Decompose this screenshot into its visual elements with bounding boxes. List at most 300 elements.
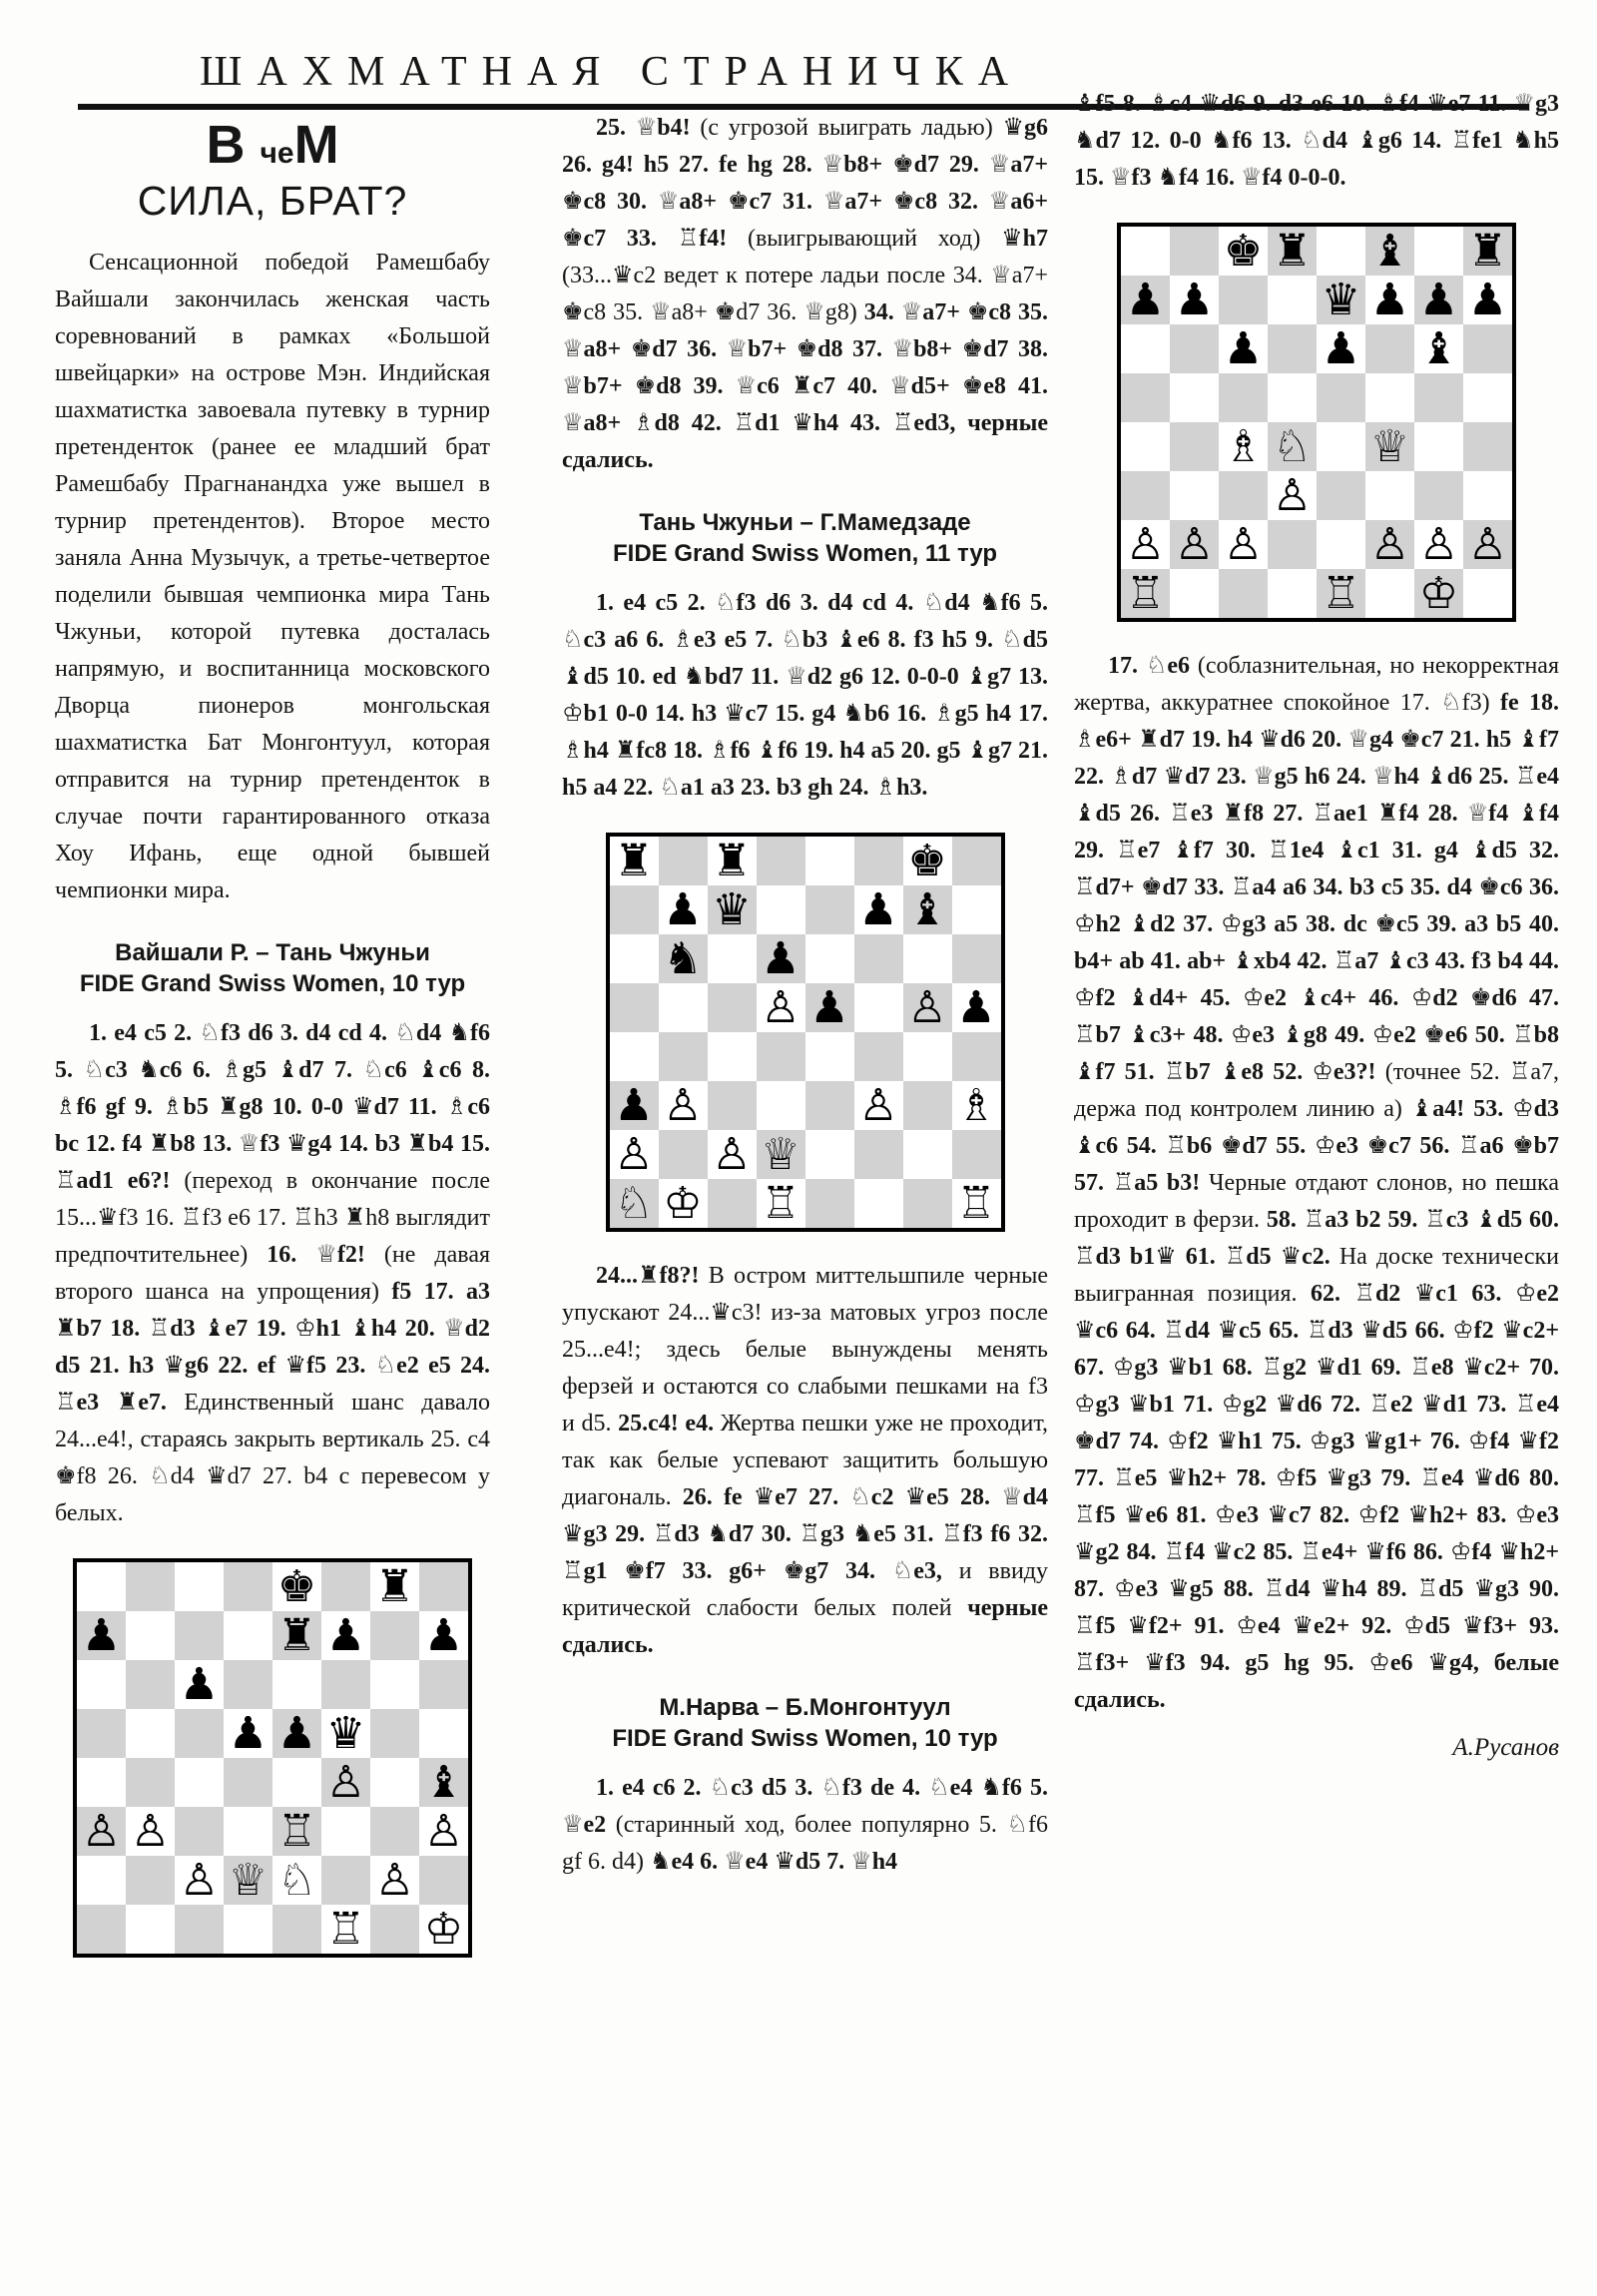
board-square [952, 983, 1001, 1032]
piece-white-pawn: ♙ [1272, 469, 1313, 521]
board-square [1365, 471, 1414, 520]
text-paragraph [1074, 648, 1559, 1719]
piece-black-rook: ♜ [1467, 225, 1508, 277]
board-square [1365, 227, 1414, 276]
board-square [321, 1709, 370, 1758]
notation-run: ♝a4! 53. ♔d3 ♝c6 54. ♖b6 ♚d7 55. ♔e3 ♚c7 56. ♖a6 ♚b7 57. ♖a5 b3! [1074, 1096, 1559, 1196]
board-square [854, 983, 903, 1032]
board-square [272, 1807, 321, 1856]
piece-white-bishop: ♗ [956, 1079, 996, 1131]
board-square [1121, 373, 1170, 422]
piece-white-pawn: ♙ [1467, 518, 1508, 570]
piece-white-rook: ♖ [325, 1903, 366, 1955]
board-square [757, 1081, 805, 1130]
notation-run: 34. ♕a7+ ♚c8 35. ♕a8+ ♚d7 36. ♕b7+ ♚d8 37. ♕b8+ ♚d7 38. ♕b7+ ♚d8 39. ♕c6 ♜c7 40. ♕d5+ ♚e8 41. ♕a8+ ♗d8 42. ♖d1 ♛h4 43. ♖ed3, черные сдались. [562, 299, 1048, 473]
piece-black-bishop: ♝ [423, 1756, 464, 1808]
board-square [610, 837, 659, 885]
board-square [419, 1856, 468, 1905]
notation-run: 1. e4 c6 2. ♘c3 d5 3. ♘f3 de 4. ♘e4 ♞f6 5. ♕e2 [562, 1775, 1048, 1838]
board-square [321, 1660, 370, 1709]
notation-run: 16. ♕f2! [266, 1242, 384, 1268]
board-square [1365, 276, 1414, 324]
board-square [1365, 422, 1414, 471]
board-square [952, 837, 1001, 885]
text-paragraph [562, 110, 1048, 479]
author-byline: А.Русанов [1452, 1734, 1559, 1761]
board-square [272, 1562, 321, 1611]
board-square [126, 1562, 175, 1611]
board-square [321, 1611, 370, 1660]
board-square [419, 1758, 468, 1807]
piece-white-knight: ♘ [614, 1177, 654, 1229]
piece-white-pawn: ♙ [1223, 518, 1264, 570]
commentary-run: (с угрозой выиграть ладью) [700, 115, 1003, 141]
board-square [272, 1905, 321, 1954]
piece-white-rook: ♖ [276, 1805, 317, 1857]
piece-white-pawn: ♙ [1418, 518, 1459, 570]
board-square [1463, 324, 1512, 373]
piece-white-rook: ♖ [1125, 567, 1166, 619]
board-square [952, 1179, 1001, 1228]
board-square [952, 885, 1001, 934]
piece-black-pawn: ♟ [614, 1079, 654, 1131]
masthead-part: В [206, 115, 261, 175]
board-square [805, 934, 854, 983]
board-square [805, 1081, 854, 1130]
commentary-run: (переход в окончание после 15...♛f3 16. ♖f3 e6 17. ♖h3 ♜h8 выглядит предпочтительнее) [55, 1168, 490, 1268]
board-square [854, 1130, 903, 1179]
piece-white-knight: ♘ [1272, 420, 1313, 472]
board-square [77, 1807, 126, 1856]
board-square [1463, 276, 1512, 324]
piece-black-bishop: ♝ [907, 883, 947, 935]
notation-run: 25. ♕b4! [596, 115, 701, 141]
piece-black-pawn: ♟ [663, 883, 703, 935]
piece-white-rook: ♖ [956, 1177, 996, 1229]
board-square [419, 1905, 468, 1954]
notation-run: fe 18. ♗e6+ ♜d7 19. h4 ♛d6 20. ♕g4 ♚c7 21. h5 ♝f7 22. ♗d7 ♛d7 23. ♕g5 h6 24. ♕h4 ♝d6 25. ♖e4 ♝d5 26. ♖e3 ♜f8 27. ♖ae1 ♜f4 28. ♕f4 ♝f4 29. ♖e7 ♝f7 30. ♖1e4 ♝c1 31. g4 ♝d5 32. ♖d7+ ♚d7 33. ♖a4 a6 34. b3 c5 35. d4 ♚c6 36. ♔h2 ♝d2 37. ♔g3 a5 38. dc ♚c5 39. a3 b5 40. b4+ ab 41. ab+ ♝xb4 42. ♖a7 ♝c3 43. f3 b4 44. ♔f2 ♝d4+ 45. ♔e2 ♝c4+ 46. ♔d2 ♚d6 47. ♖b7 ♝c3+ 48. ♔e3 ♝g8 49. ♔e2 ♚e6 50. ♖b8 ♝f7 51. ♖b7 ♝e8 52. ♔e3?! [1074, 690, 1559, 1085]
board-square [903, 1032, 952, 1081]
piece-black-queen: ♛ [712, 883, 752, 935]
notation-run: ♝f5 8. ♗c4 ♛d6 9. d3 e6 10. ♗f4 ♛e7 11. ♕g3 ♞d7 12. 0-0 ♞f6 13. ♘d4 ♝g6 14. ♖fe1 ♞h5 15. ♕f3 ♞f4 16. ♕f4 0-0-0. [1074, 91, 1559, 191]
board-square [659, 1130, 708, 1179]
board-square [952, 1032, 1001, 1081]
piece-black-king: ♚ [1223, 225, 1264, 277]
piece-black-queen: ♛ [1321, 274, 1361, 325]
game-header [562, 507, 1048, 569]
board-square [370, 1905, 419, 1954]
board-square [854, 1081, 903, 1130]
board-square [321, 1905, 370, 1954]
board-square [175, 1807, 224, 1856]
chess-board-diagram [73, 1558, 472, 1958]
board-square [175, 1856, 224, 1905]
board-square [659, 885, 708, 934]
board-square [708, 885, 757, 934]
game-event: FIDE Grand Swiss Women, 10 тур [612, 1725, 998, 1752]
piece-black-pawn: ♟ [809, 981, 849, 1033]
board-square [224, 1562, 272, 1611]
board-square [370, 1562, 419, 1611]
board-square [659, 1081, 708, 1130]
notation-run: 17. ♘e6 [1108, 653, 1198, 679]
board-square [659, 1179, 708, 1228]
board-square [419, 1611, 468, 1660]
board-square [903, 1081, 952, 1130]
board-square [224, 1807, 272, 1856]
notation-run: f5 17. a3 ♜b7 18. ♖d3 ♝e7 19. ♔h1 ♝h4 20. ♕d2 d5 21. h3 ♛g6 22. ef ♛f5 23. ♘e2 e5 24. ♖e3 ♜e7. [55, 1279, 490, 1416]
board-square [1170, 276, 1219, 324]
board-square [126, 1611, 175, 1660]
board-square [1170, 471, 1219, 520]
piece-black-pawn: ♟ [1223, 322, 1264, 374]
piece-black-pawn: ♟ [179, 1658, 220, 1710]
board-square [610, 1130, 659, 1179]
board-square [1219, 569, 1268, 618]
piece-black-rook: ♜ [614, 835, 654, 886]
board-square [757, 885, 805, 934]
board-square [1121, 227, 1170, 276]
board-square [1365, 520, 1414, 569]
board-square [659, 983, 708, 1032]
board-square [708, 934, 757, 983]
commentary-run: Жертва пешки уже не проходит, так как белые успевают защитить большую диагональ. [562, 1411, 1048, 1510]
board-square [175, 1660, 224, 1709]
text-paragraph [55, 245, 490, 909]
masthead-line2: СИЛА, БРАТ? [137, 178, 408, 224]
game-event: FIDE Grand Swiss Women, 10 тур [79, 970, 466, 997]
board-square [77, 1758, 126, 1807]
board-square [1414, 276, 1463, 324]
board-square [224, 1709, 272, 1758]
board-square [610, 1032, 659, 1081]
piece-white-pawn: ♙ [614, 1128, 654, 1180]
board-square [77, 1562, 126, 1611]
piece-black-pawn: ♟ [1125, 274, 1166, 325]
masthead-line1 [55, 115, 490, 175]
board-square [805, 983, 854, 1032]
board-square [854, 885, 903, 934]
board-square [1268, 373, 1317, 422]
piece-white-king: ♔ [1418, 567, 1459, 619]
notation-run: ♞e4 6. ♕e4 ♛d5 7. ♕h4 [649, 1849, 898, 1875]
board-square [1170, 373, 1219, 422]
piece-white-pawn: ♙ [663, 1079, 703, 1131]
board-square [126, 1660, 175, 1709]
game-header [55, 937, 490, 999]
piece-white-pawn: ♙ [858, 1079, 898, 1131]
board-square [1268, 422, 1317, 471]
piece-white-pawn: ♙ [374, 1854, 415, 1906]
board-square [1170, 324, 1219, 373]
commentary-run: (соблазнительная, но некорректная жертва, аккуратнее спокойное 17. ♘f3) [1074, 653, 1559, 716]
board-square [903, 1179, 952, 1228]
board-square [903, 934, 952, 983]
piece-black-pawn: ♟ [228, 1707, 268, 1759]
game-players: Тань Чжуньи – Г.Мамедзаде [639, 509, 971, 536]
board-square [1414, 373, 1463, 422]
board-square [1170, 227, 1219, 276]
board-square [370, 1611, 419, 1660]
notation-run: 1. e4 c5 2. ♘f3 d6 3. d4 cd 4. ♘d4 ♞f6 5. ♘c3 ♞c6 6. ♗g5 ♝d7 7. ♘c6 ♝c6 8. ♗f6 gf 9. ♗b5 ♜g8 10. 0-0 ♛d7 11. ♗c6 bc 12. f4 ♜b8 13. ♕f3 ♛g4 14. b3 ♜b4 15. ♖ad1 e6?! [55, 1020, 490, 1194]
board-square [708, 983, 757, 1032]
piece-black-king: ♚ [907, 835, 947, 886]
board-square [175, 1611, 224, 1660]
text-paragraph [562, 1770, 1048, 1881]
piece-white-pawn: ♙ [325, 1756, 366, 1808]
board-square [610, 1081, 659, 1130]
commentary-run: (старинный ход, более популярно 5. ♘f6 gf 6. d4) [562, 1812, 1048, 1875]
board-square [659, 837, 708, 885]
piece-white-queen: ♕ [1369, 420, 1410, 472]
game-header [562, 1692, 1048, 1754]
notation-run: 58. ♖a3 b2 59. ♖c3 ♝d5 60. ♖d3 b1♛ 61. ♖d5 ♛c2. [1074, 1207, 1559, 1270]
piece-black-king: ♚ [276, 1560, 317, 1612]
board-square [224, 1611, 272, 1660]
board-square [1121, 276, 1170, 324]
text-paragraph [55, 1015, 490, 1532]
piece-white-pawn: ♙ [130, 1805, 171, 1857]
board-square [1219, 520, 1268, 569]
board-square [419, 1660, 468, 1709]
notation-run: ♛h7 [1001, 226, 1048, 252]
piece-black-pawn: ♟ [1418, 274, 1459, 325]
chess-board-diagram [606, 833, 1005, 1232]
piece-black-rook: ♜ [374, 1560, 415, 1612]
board-square [1219, 373, 1268, 422]
board-square [1463, 422, 1512, 471]
board-square [610, 885, 659, 934]
board-square [321, 1807, 370, 1856]
board-square [126, 1709, 175, 1758]
board-square [370, 1856, 419, 1905]
board-square [1121, 422, 1170, 471]
board-square [708, 837, 757, 885]
board-square [1317, 422, 1365, 471]
board-square [854, 934, 903, 983]
board-square [757, 1179, 805, 1228]
board-square [77, 1709, 126, 1758]
board-square [708, 1179, 757, 1228]
board-square [272, 1856, 321, 1905]
board-square [757, 837, 805, 885]
piece-white-pawn: ♙ [179, 1854, 220, 1906]
board-square [272, 1758, 321, 1807]
board-square [1414, 569, 1463, 618]
board-square [1268, 324, 1317, 373]
board-square [903, 983, 952, 1032]
board-square [1219, 276, 1268, 324]
board-square [1121, 569, 1170, 618]
board-square [659, 934, 708, 983]
piece-black-pawn: ♟ [276, 1707, 317, 1759]
board-square [272, 1709, 321, 1758]
masthead-logo [55, 115, 490, 225]
masthead-part: М [293, 115, 339, 175]
board-square [126, 1856, 175, 1905]
notation-run: черные сдались. [562, 1595, 1048, 1658]
game-players: М.Нарва – Б.Монгонтуул [659, 1694, 951, 1721]
commentary-run: (не давая второго шанса на упрощения) [55, 1242, 491, 1305]
board-square [224, 1905, 272, 1954]
piece-black-pawn: ♟ [956, 981, 996, 1033]
piece-white-pawn: ♙ [1369, 518, 1410, 570]
board-square [854, 837, 903, 885]
board-square [419, 1807, 468, 1856]
board-square [126, 1905, 175, 1954]
board-square [1268, 471, 1317, 520]
piece-black-pawn: ♟ [1467, 274, 1508, 325]
board-square [126, 1807, 175, 1856]
board-square [1268, 276, 1317, 324]
board-square [175, 1709, 224, 1758]
board-square [175, 1758, 224, 1807]
piece-white-knight: ♘ [276, 1854, 317, 1906]
piece-black-pawn: ♟ [1174, 274, 1215, 325]
piece-white-pawn: ♙ [81, 1805, 122, 1857]
board-square [370, 1660, 419, 1709]
board-square [1317, 569, 1365, 618]
board-square [1219, 471, 1268, 520]
commentary-run: (точнее 52. ♖a7, держа под контролем линию а) [1074, 1059, 1559, 1122]
board-square [1317, 471, 1365, 520]
column-right [1074, 86, 1559, 1766]
board-square [610, 1179, 659, 1228]
piece-white-bishop: ♗ [1223, 420, 1264, 472]
commentary-run: и ввиду критической слабости белых полей [562, 1558, 1049, 1621]
piece-black-pawn: ♟ [81, 1609, 122, 1661]
piece-white-pawn: ♙ [423, 1805, 464, 1857]
piece-black-queen: ♛ [325, 1707, 366, 1759]
commentary-run: На доске технически выигранная позиция. [1074, 1244, 1559, 1307]
piece-black-pawn: ♟ [325, 1609, 366, 1661]
board-square [1365, 324, 1414, 373]
board-square [903, 837, 952, 885]
board-square [224, 1660, 272, 1709]
notation-run: 1. e4 c5 2. ♘f3 d6 3. d4 cd 4. ♘d4 ♞f6 5. ♘c3 a6 6. ♗e3 e5 7. ♘b3 ♝e6 8. f3 h5 9. ♘d5 ♝d5 10. ed ♞bd7 11. ♕d2 g6 12. 0-0-0 ♝g7 13. ♔b1 0-0 14. h3 ♛c7 15. g4 ♞b6 16. ♗g5 h4 17. ♗h4 ♜fc8 18. ♗f6 ♝f6 19. h4 a5 20. g5 ♝g7 21. h5 a4 22. ♘a1 a3 23. b3 gh 24. ♗h3. [562, 590, 1048, 801]
board-square [1463, 520, 1512, 569]
board-square [1268, 227, 1317, 276]
game-event: FIDE Grand Swiss Women, 11 тур [612, 540, 998, 567]
board-square [77, 1856, 126, 1905]
text-paragraph [562, 1258, 1048, 1664]
board-square [1121, 520, 1170, 569]
column-middle [562, 110, 1048, 1881]
notation-run: 24...♜f8?! [596, 1263, 709, 1289]
board-square [610, 983, 659, 1032]
board-square [175, 1562, 224, 1611]
board-square [854, 1032, 903, 1081]
board-square [1219, 324, 1268, 373]
board-square [1463, 227, 1512, 276]
board-square [757, 934, 805, 983]
board-square [708, 1032, 757, 1081]
notation-run: 26. fe ♛e7 27. ♘c2 ♛e5 28. ♕d4 ♛g3 29. ♖d3 ♞d7 30. ♖g3 ♞e5 31. ♖f3 f6 32. ♖g1 ♚f7 33. g6+ ♚g7 34. ♘e3, [562, 1484, 1048, 1584]
board-square [1463, 569, 1512, 618]
commentary-run: В остром миттельшпиле черные упускают 24...♛c3! из-за матовых угроз после 25...e4!; здесь белые вынуждены менять ферзей и остаются со слабыми пешками на f3 и d5. [562, 1263, 1048, 1436]
piece-white-pawn: ♙ [907, 981, 947, 1033]
board-square [903, 885, 952, 934]
column-left [55, 115, 491, 1984]
piece-white-pawn: ♙ [761, 981, 800, 1033]
text-paragraph [1074, 86, 1559, 197]
board-square [321, 1562, 370, 1611]
board-square [126, 1758, 175, 1807]
board-square [1463, 471, 1512, 520]
board-square [708, 1130, 757, 1179]
board-square [1414, 227, 1463, 276]
masthead-part: че [260, 137, 294, 170]
board-square [1414, 324, 1463, 373]
board-square [1121, 471, 1170, 520]
board-square [757, 983, 805, 1032]
board-square [952, 1130, 1001, 1179]
board-square [1121, 324, 1170, 373]
notation-run: 62. ♖d2 ♛c1 63. ♔e2 ♛c6 64. ♖d4 ♛c5 65. ♖d3 ♛d5 66. ♔f2 ♛c2+ 67. ♔g3 ♛b1 68. ♖g2 ♛d1 69. ♖e8 ♛c2+ 70. ♔g3 ♛b1 71. ♔g2 ♛d6 72. ♖e2 ♛d1 73. ♖e4 ♚d7 74. ♔f2 ♛h1 75. ♔g3 ♛g1+ 76. ♔f4 ♛f2 77. ♖e5 ♛h2+ 78. ♔f5 ♛g3 79. ♖e4 ♛d6 80. ♖f5 ♛e6 81. ♔e3 ♛c7 82. ♔f2 ♛h2+ 83. ♔e3 ♛g2 84. ♖f4 ♛c2 85. ♖e4+ ♛f6 86. ♔f4 ♛h2+ 87. ♔e3 ♛g5 88. ♖d4 ♛h4 89. ♖d5 ♛g3 90. ♖f5 ♛f2+ 91. ♔e4 ♛e2+ 92. ♔d5 ♛f3+ 93. ♖f3+ ♛f3 94. g5 hg 95. ♔e6 ♛g4, белые сдались. [1074, 1281, 1559, 1713]
board-square [370, 1758, 419, 1807]
piece-white-pawn: ♙ [712, 1128, 752, 1180]
commentary-run: (33...♛c2 ведет к потере ладьи после 34. ♕a7+ ♚c8 35. ♕a8+ ♚d7 36. ♕g8) [562, 263, 1048, 325]
piece-white-pawn: ♙ [1174, 518, 1215, 570]
board-square [1219, 422, 1268, 471]
board-square [1317, 276, 1365, 324]
board-square [224, 1758, 272, 1807]
piece-black-pawn: ♟ [1321, 322, 1361, 374]
board-square [224, 1856, 272, 1905]
board-square [952, 1081, 1001, 1130]
piece-black-knight: ♞ [663, 932, 703, 984]
piece-black-bishop: ♝ [1369, 225, 1410, 277]
board-square [1317, 520, 1365, 569]
board-square [708, 1081, 757, 1130]
commentary-run: (выигрывающий ход) [747, 226, 1002, 252]
chess-board-diagram [1117, 223, 1516, 622]
board-square [1170, 569, 1219, 618]
board-square [175, 1905, 224, 1954]
piece-white-queen: ♕ [761, 1128, 800, 1180]
piece-black-pawn: ♟ [761, 932, 800, 984]
board-square [854, 1179, 903, 1228]
piece-black-rook: ♜ [1272, 225, 1313, 277]
board-square [1463, 373, 1512, 422]
board-square [659, 1032, 708, 1081]
commentary-run: Черные отдают слонов, но пешка проходит в ферзи. [1074, 1170, 1560, 1233]
piece-black-bishop: ♝ [1418, 322, 1459, 374]
piece-black-pawn: ♟ [423, 1609, 464, 1661]
board-square [952, 934, 1001, 983]
board-square [805, 1179, 854, 1228]
board-square [1268, 569, 1317, 618]
board-square [321, 1758, 370, 1807]
board-square [610, 934, 659, 983]
board-square [1219, 227, 1268, 276]
piece-black-pawn: ♟ [858, 883, 898, 935]
board-square [1317, 227, 1365, 276]
game-players: Вайшали Р. – Тань Чжуньи [115, 939, 430, 966]
text-paragraph [562, 585, 1048, 807]
piece-black-rook: ♜ [276, 1609, 317, 1661]
board-square [1317, 373, 1365, 422]
piece-white-rook: ♖ [1321, 567, 1361, 619]
board-square [272, 1611, 321, 1660]
piece-black-rook: ♜ [712, 835, 752, 886]
board-square [1268, 520, 1317, 569]
notation-run: 25.c4! e4. [618, 1411, 721, 1436]
board-square [1365, 569, 1414, 618]
board-square [1170, 520, 1219, 569]
piece-white-pawn: ♙ [1125, 518, 1166, 570]
page-title: ШАХМАТНАЯ СТРАНИЧКА [200, 49, 1024, 95]
